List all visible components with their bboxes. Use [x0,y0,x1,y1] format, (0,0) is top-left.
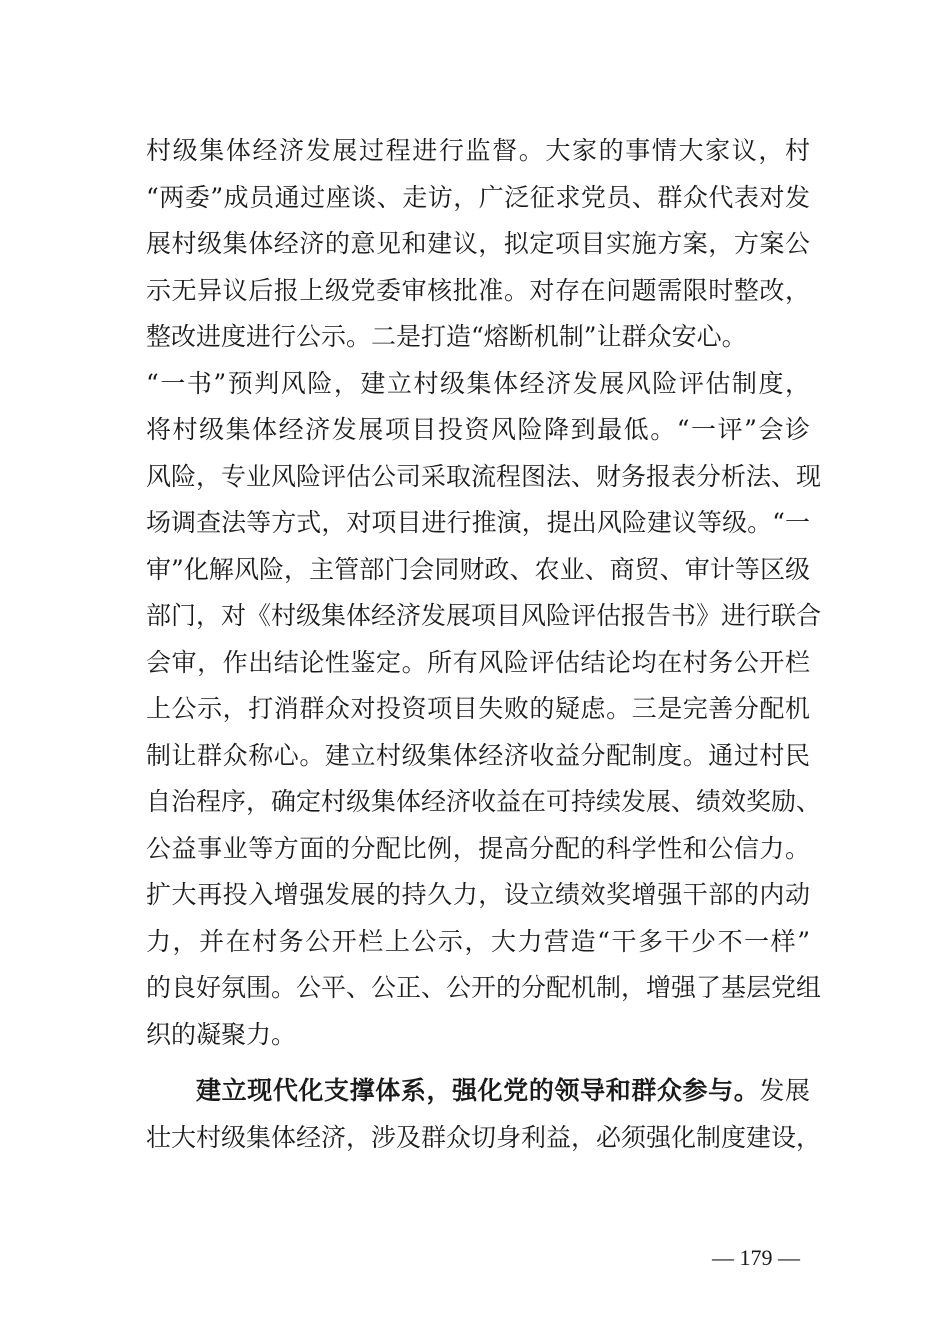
text-line: 会审，作出结论性鉴定。所有风险评估结论均在村务公开栏 [146,647,810,677]
paragraph-gap [146,1058,810,1068]
text-line: 示无异议后报上级党委审核批准。对存在问题需限时整改， [146,275,810,305]
text-line: “两委”成员通过座谈、走访，广泛征求党员、群众代表对发 [146,182,810,212]
paragraph-heading: 建立现代化支撑体系，强化党的领导和群众参与。 [196,1076,760,1105]
text-line: 织的凝聚力。 [146,1019,297,1049]
text-line: “一书”预判风险，建立村级集体经济发展风险评估制度， [146,368,810,398]
text-line: 的良好氛围。公平、公正、公开的分配机制，增强了基层党组 [146,973,822,1002]
text-line: 自治程序，确定村级集体经济收益在可持续发展、绩效奖励、 [146,787,822,816]
text-line: 场调查法等方式，对项目进行推演，提出风险建议等级。“一 [146,508,810,537]
text-line [146,1068,810,1115]
text-line: 审”化解风险，主管部门会同财政、农业、商贸、审计等区级 [146,554,810,584]
paragraph-2 [146,1068,822,1161]
paragraph-1 [146,128,822,1058]
text-line: 展村级集体经济的意见和建议，拟定项目实施方案，方案公 [146,229,810,258]
paragraph-text: 发展 [759,1076,810,1105]
text-line: 制让群众称心。建立村级集体经济收益分配制度。通过村民 [146,740,810,770]
text-line: 村级集体经济发展过程进行监督。大家的事情大家议，村 [146,136,810,165]
text-line: 公益事业等方面的分配比例，提高分配的科学性和公信力。 [146,833,810,863]
text-line: 上公示，打消群众对投资项目失败的疑虑。三是完善分配机 [146,694,810,723]
text-line: 力，并在村务公开栏上公示，大力营造“干多干少不一样” [146,926,810,956]
text-line: 风险，专业风险评估公司采取流程图法、财务报表分析法、现 [146,461,822,491]
body-text [146,128,822,1161]
text-line: 扩大再投入增强发展的持久力，设立绩效奖增强干部的内动 [146,880,810,909]
text-line: 壮大村级集体经济，涉及群众切身利益，必须强化制度建设， [146,1122,822,1152]
text-line: 整改进度进行公示。二是打造“熔断机制”让群众安心。 [146,322,747,351]
text-line: 将村级集体经济发展项目投资风险降到最低。“一评”会诊 [146,415,810,444]
page-number: — 179 — [712,1245,800,1270]
text-line: 部门，对《村级集体经济发展项目风险评估报告书》进行联合 [146,601,822,630]
